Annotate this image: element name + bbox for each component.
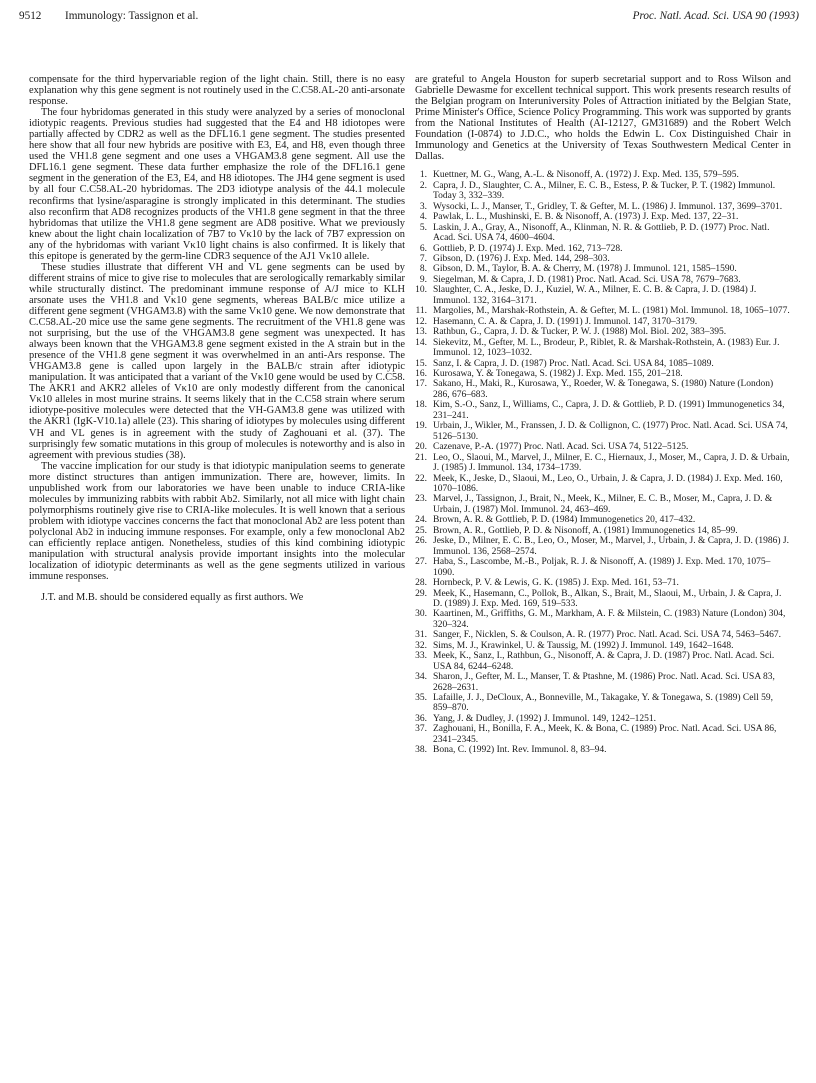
reference-item [415,589,791,610]
body-paragraph: compensate for the third hypervariable region of the light chain. Still, there is no easy explanation why this gene segment is not routinely used in the C.C58.AL-20 anti-arsonate response. [29,74,405,108]
reference-number: 19. [415,421,427,432]
reference-number: 22. [415,473,427,484]
reference-list [415,170,791,755]
reference-item [415,202,791,212]
reference-text: Siegelman, M. & Capra, J. D. (1981) Proc. Natl. Acad. Sci. USA 78, 7679–7683. [433,274,741,285]
reference-number: 1. [419,170,427,181]
reference-item [415,379,791,400]
reference-item [415,244,791,254]
reference-text: Meek, K., Hasemann, C., Pollok, B., Alkan, S., Brait, M., Slaoui, M., Urbain, J. & Capra, J. D. (1989) J. Exp. Med. 169, 519–533. [433,588,782,609]
reference-number: 12. [415,316,427,327]
reference-number: 32. [415,640,427,651]
body-paragraph: The vaccine implication for our study is that idiotypic manipulation seems to generate more distinct structures than antigen immunization. There are, however, limits. In unpublished work from our laboratories we have been unable to induce CRIA-like molecules by immunizing rabbits with rabbit Ab2. Similarly, not all mice with light chain polymorphisms routinely give rise to CRIA-like molecules. It is well known that a serious problem with idiotype vaccines concerns the fact that monoclonal Ab2 are less potent than polyclonal Ab2 in inducing immune responses. For example, only a few monoclonal Ab2 can efficiently replace antigen. Nonetheless, studies of this kind combining idiotypic manipulation with structural analysis provide important insights into the molecular localization of idiotypic determinants as well as the gene segments utilized in various immune responses. [29,460,405,583]
body-paragraph: The four hybridomas generated in this study were analyzed by a series of monoclonal idiotypic reagents. Previous studies had suggested that the E4 and H8 idiotopes were partially affected by CDR2 as well as the DFL16.1 gene segment. The studies presented here show that all four new hybrids are positive with E3, E4, and H8, even though three used the VH1.8 gene segment and one uses a VHGAM3.8 gene segment. All use the DFL16.1 gene segment. These data further emphasize the role of the DFL16.1 gene segment in the generation of the E3, E4, and H8 idiotopes. The JH4 gene segment is used by all four C.C58.AL-20 hybridomas. The 2D3 idiotype analysis of the 44.1 molecule reconfirms that lysine/asparagine is strongly implicated in this determinant. The studies also reconfirm that AD8 recognizes products of the VH1.8 gene segment in that the three hybridomas that utilize the VH1.8 gene segment are AD8 positive. What we previously knew about the light chain localization of 7B7 to Vκ10 by the lack of 7B7 expression on any of the hybridomas with variant Vκ10 light chains is also confirmed. It is likely that this epitope is generated by the germ-line CDR3 sequence of the AJ1 Vκ10 allele. [29,107,405,262]
reference-text: Sanz, I. & Capra, J. D. (1987) Proc. Natl. Acad. Sci. USA 84, 1085–1089. [433,358,714,369]
reference-text: Kuettner, M. G., Wang, A.-L. & Nisonoff, A. (1972) J. Exp. Med. 135, 579–595. [433,170,739,181]
reference-text: Gibson, D. M., Taylor, B. A. & Cherry, M. (1978) J. Immunol. 121, 1585–1590. [433,264,737,275]
reference-text: Kaartinen, M., Griffiths, G. M., Markham, A. F. & Milstein, C. (1983) Nature (London) 304, 320–324. [433,609,786,630]
reference-number: 30. [415,609,427,620]
reference-item [415,630,791,640]
reference-item [415,181,791,202]
reference-item [415,515,791,525]
reference-text: Gibson, D. (1976) J. Exp. Med. 144, 298–303. [433,254,610,264]
reference-item [415,557,791,578]
reference-text: Gottlieb, P. D. (1974) J. Exp. Med. 162, 713–728. [433,243,623,254]
page-number: 9512 [19,10,42,22]
reference-text: Yang, J. & Dudley, J. (1992) J. Immunol. 149, 1242–1251. [433,713,656,724]
reference-number: 6. [419,243,427,254]
reference-text: Wysocki, L. J., Manser, T., Gridley, T. & Gefter, M. L. (1986) J. Immunol. 137, 3699–3701. [433,201,783,212]
reference-text: Brown, A. R. & Gottlieb, P. D. (1984) Immunogenetics 20, 417–432. [433,515,696,526]
reference-text: Hornbeck, P. V. & Lewis, G. K. (1985) J. Exp. Med. 161, 53–71. [433,578,679,589]
reference-text: Kim, S.-O., Sanz, I., Williams, C., Capra, J. D. & Gottlieb, P. D. (1991) Immunogenetics 34, 231–241. [433,400,785,421]
reference-text: Zaghouani, H., Bonilla, F. A., Meek, K. & Bona, C. (1989) Proc. Natl. Acad. Sci. USA 86, 2341–2345. [433,724,777,745]
reference-item [415,317,791,327]
reference-text: Leo, O., Slaoui, M., Marvel, J., Milner, E. C., Hiernaux, J., Moser, M., Capra, J. D. & Urbain, J. (1985) J. Immunol. 134, 1734–1739. [433,452,790,474]
reference-text: Sanger, F., Nicklen, S. & Coulson, A. R. (1977) Proc. Natl. Acad. Sci. USA 74, 5463–5467. [433,630,781,641]
reference-number: 38. [415,745,427,756]
reference-number: 17. [415,379,427,390]
reference-number: 18. [415,400,427,411]
reference-number: 23. [415,494,427,505]
reference-text: Haba, S., Lascombe, M.-B., Poljak, R. J. & Nisonoff, A. (1989) J. Exp. Med. 170, 1075–1090. [433,557,771,578]
reference-item [415,338,791,359]
reference-item [415,641,791,651]
reference-item [415,369,791,379]
header-journal-citation: Proc. Natl. Acad. Sci. USA 90 (1993) [632,10,799,22]
reference-text: Hasemann, C. A. & Capra, J. D. (1991) J. Immunol. 147, 3170–3179. [433,316,698,327]
reference-number: 14. [415,337,427,348]
reference-item [415,494,791,515]
reference-number: 28. [415,578,427,589]
reference-item [415,254,791,264]
reference-item [415,442,791,452]
reference-text: Jeske, D., Milner, E. C. B., Leo, O., Moser, M., Marvel, J., Urbain, J. & Capra, J. D. (1986) J. Immunol. 136, 2568–2574. [433,536,789,557]
reference-text: Urbain, J., Wikler, M., Franssen, J. D. & Collignon, C. (1977) Proc. Natl. Acad. Sci. USA 74, 5126–5130. [433,421,788,442]
reference-item [415,724,791,745]
reference-number: 11. [415,306,427,317]
reference-number: 7. [419,254,427,264]
reference-number: 16. [415,368,427,379]
reference-number: 25. [415,525,427,536]
reference-number: 4. [419,212,427,223]
reference-text: Slaughter, C. A., Jeske, D. J., Kuziel, W. A., Milner, E. C. B. & Capra, J. D. (1984) J. Immunol. 132, 3164–3171. [433,285,757,306]
reference-item [415,526,791,536]
reference-number: 9. [419,274,427,285]
reference-item [415,400,791,421]
reference-item [415,275,791,285]
reference-text: Sakano, H., Maki, R., Kurosawa, Y., Roeder, W. & Tonegawa, S. (1980) Nature (London) 286, 676–683. [433,379,774,400]
reference-text: Capra, J. D., Slaughter, C. A., Milner, E. C. B., Estess, P. & Tucker, P. T. (1982) Immunol. Today 3, 332–339. [433,180,776,202]
reference-number: 2. [419,180,427,191]
reference-number: 29. [415,588,427,599]
reference-number: 34. [415,672,427,683]
reference-text: Lafaille, J. J., DeCloux, A., Bonneville, M., Takagake, Y. & Tonegawa, S. (1989) Cell 59, 859–870. [433,693,774,714]
reference-number: 10. [415,285,427,296]
reference-item [415,672,791,693]
reference-item [415,714,791,724]
reference-item [415,212,791,222]
reference-item [415,285,791,306]
reference-item [415,609,791,630]
header-section-authors: Immunology: Tassignon et al. [65,10,199,22]
body-paragraph: These studies illustrate that different VH and VL gene segments can be used by different strains of mice to give rise to molecules that are serologically remarkably similar while structurally distinct. The predominant immune response of A/J mice to KLH arsonate uses the VH1.8 and Vκ10 gene segments, whereas BALB/c mice utilize a different gene segment (VHGAM3.8) with the same Vκ10 gene. We now demonstrate that C.C58.AL-20 mice use the same gene segments. The recruitment of the VH1.8 gene was not surprising, but the use of the VHGAM3.8 gene segment was unexpected. It has always been known that the VHGAM3.8 gene segment existed in the A strain but in the presence of the VH1.8 gene segment it was overwhelmed in an anti-Ars response. The VHGAM3.8 gene is called upon largely in the BALB/c strain after idiotypic manipulation. It was anticipated that a variant of the Vκ10 gene would be used by C.C58. The AKR1 and AKR2 alleles of Vκ10 are only modestly different from the canonical Vκ10 alleles in most murine strains. It seems likely that in the C.C58 strain where serum idiotype-positive molecules were detected that the VH-GAM3.8 gene was utilized with the AKR1 (IgK-V10.1a) allele (23). This sharing of idiotypes by molecules using different VH and VL genes is in agreement with the study of Zaghouani et al. (37). The surprisingly few somatic mutations in this group of molecules is noteworthy and is also in agreement with previous studies (38). [29,261,405,461]
reference-number: 8. [419,264,427,275]
reference-text: Cazenave, P.-A. (1977) Proc. Natl. Acad. Sci. USA 74, 5122–5125. [433,442,689,453]
reference-number: 21. [415,452,427,463]
reference-text: Rathbun, G., Capra, J. D. & Tucker, P. W. J. (1988) Mol. Biol. 202, 383–395. [433,327,727,338]
reference-text: Meek, K., Jeske, D., Slaoui, M., Leo, O., Urbain, J. & Capra, J. D. (1984) J. Exp. Med. 160, 1070–1086. [433,473,783,494]
reference-text: Pawlak, L. L., Mushinski, E. B. & Nisonoff, A. (1973) J. Exp. Med. 137, 22–31. [433,212,739,223]
reference-text: Marvel, J., Tassignon, J., Brait, N., Meek, K., Milner, E. C. B., Moser, M., Capra, J. D. & Urbain, J. (1987) Mol. Immunol. 24, 463–469. [433,494,773,515]
reference-number: 33. [415,651,427,662]
reference-text: Brown, A. R., Gottlieb, P. D. & Nisonoff, A. (1981) Immunogenetics 14, 85–99. [433,525,738,536]
reference-number: 35. [415,693,427,704]
reference-number: 37. [415,724,427,735]
acknowledgment-text: are grateful to Angela Houston for superb secretarial support and to Ross Wilson and Gabrielle Dewasme for excellent technical support. This work presents research results of the Belgian program on Interuniversity Poles of Attraction initiated by the Belgian State, Prime Minister's Office, Science Policy Programming. This work was supported by grants from the National Institutes of Health (AI-12127, GM31689) and the Robert Welch Foundation (I-0874) to J.D.C., who holds the Edwin L. Cox Distinguished Chair in Immunology and Genetics at the University of Texas Southwestern Medical Center in Dallas. [415,74,791,163]
reference-item [415,453,791,474]
reference-text: Siekevitz, M., Gefter, M. L., Brodeur, P., Riblet, R. & Marshak-Rothstein, A. (1983) Eur. J. Immunol. 12, 1023–1032. [433,337,780,359]
reference-text: Meek, K., Sanz, I., Rathbun, G., Nisonoff, A. & Capra, J. D. (1987) Proc. Natl. Acad. Sci. USA 84, 6244–6248. [433,651,775,672]
reference-item [415,578,791,588]
reference-text: Laskin, J. A., Gray, A., Nisonoff, A., Klinman, N. R. & Gottlieb, P. D. (1977) Proc. Natl. Acad. Sci. USA 74, 4600–4604. [433,222,770,244]
reference-item [415,223,791,244]
reference-item [415,693,791,714]
reference-item [415,306,791,316]
reference-number: 36. [415,713,427,724]
reference-item [415,536,791,557]
reference-number: 26. [415,536,427,547]
reference-item [415,474,791,495]
left-column [29,74,405,603]
reference-text: Bona, C. (1992) Int. Rev. Immunol. 8, 83–94. [433,745,607,756]
reference-number: 31. [415,630,427,641]
right-column [415,74,791,756]
reference-item [415,327,791,337]
reference-item [415,170,791,180]
running-header [19,10,799,28]
reference-item [415,651,791,672]
author-footnote: J.T. and M.B. should be considered equally as first authors. We [41,592,304,604]
reference-item [415,264,791,274]
reference-text: Kurosawa, Y. & Tonegawa, S. (1982) J. Exp. Med. 155, 201–218. [433,368,683,379]
reference-number: 27. [415,557,427,568]
reference-number: 20. [415,442,427,453]
reference-item [415,421,791,442]
reference-text: Margolies, M., Marshak-Rothstein, A. & Gefter, M. L. (1981) Mol. Immunol. 18, 1065–1077. [433,306,790,317]
reference-text: Sims, M. J., Krawinkel, U. & Taussig, M. (1992) J. Immunol. 149, 1642–1648. [433,640,734,651]
reference-number: 5. [419,222,427,233]
reference-item [415,745,791,755]
acknowledgments [415,74,791,162]
reference-text: Sharon, J., Gefter, M. L., Manser, T. & Ptashne, M. (1986) Proc. Natl. Acad. Sci. USA 83, 2628–2631. [433,672,775,693]
reference-number: 3. [419,201,427,212]
reference-number: 24. [415,515,427,526]
reference-number: 13. [415,327,427,338]
reference-item [415,359,791,369]
reference-number: 15. [415,358,427,369]
